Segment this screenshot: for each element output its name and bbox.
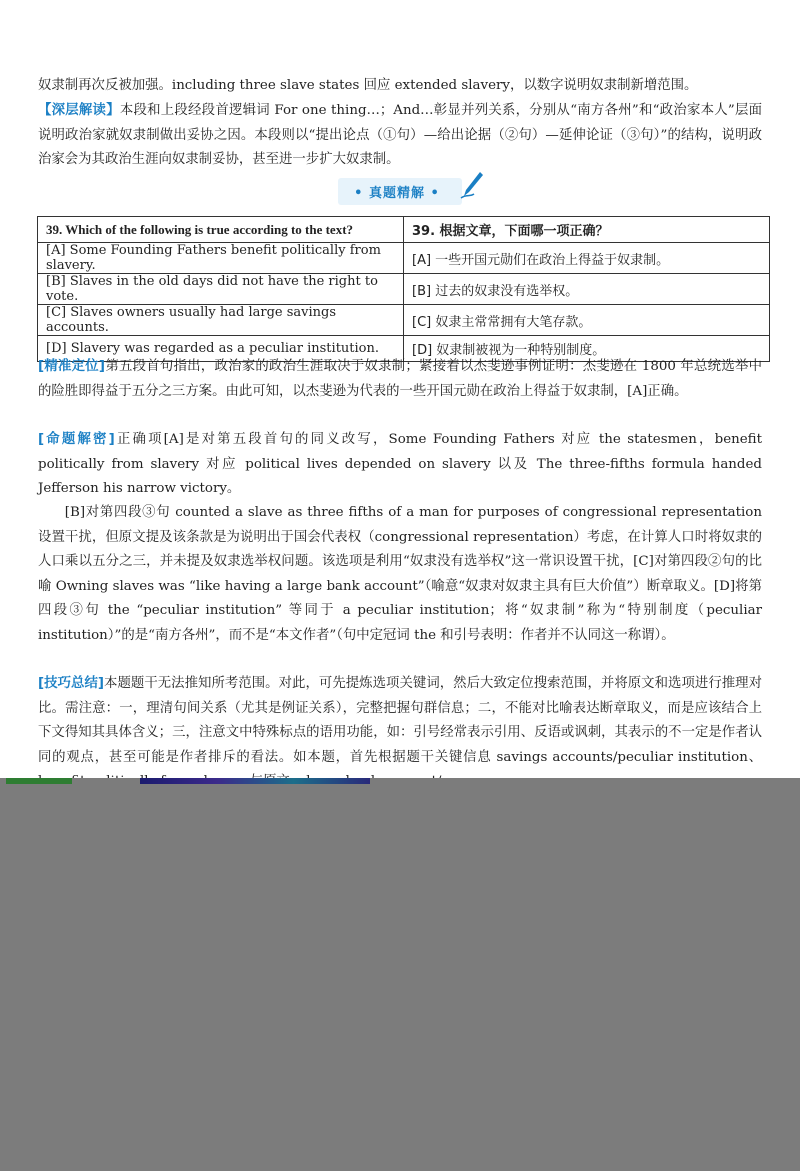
option-b-en: [B] Slaves in the old days did not have the right to vote. — [38, 274, 404, 305]
question-table — [37, 216, 770, 362]
table-header-cn: 39. 根据文章，下面哪一项正确？ — [404, 217, 770, 243]
paragraph-question-decoding — [38, 428, 762, 502]
section-title-text: • 真题精解 • — [354, 186, 440, 201]
pen-icon — [458, 170, 484, 200]
option-c-cn: [C] 奴隶主常常拥有大笔存款。 — [404, 305, 770, 336]
deep-analysis-text: 本段和上段经段首逻辑词 For one thing…；And…彰显并列关系，分别从“南方各州”和“政治家本人”层面说明政治家就奴隶制做出妥协之因。本段则以“提出论点（①句）—给出论据（②句）—延伸论证（③句）”的结构，说明政治家会为其政治生涯向奴隶制妥协，甚至进一步扩大奴隶制。 — [38, 103, 762, 167]
option-a-cn: [A] 一些开国元勋们在政治上得益于奴隶制。 — [404, 243, 770, 274]
paragraph-skill-summary — [38, 672, 762, 795]
table-header-row — [38, 217, 770, 243]
tag-skill-summary: [技巧总结] — [38, 676, 104, 691]
option-d-cn: [D] 奴隶制被视为一种特别制度。 — [404, 336, 770, 362]
skill-summary-text: 本题题干无法推知所考范围。对此，可先提炼选项关键词，然后大致定位搜索范围，并将原文和选项进行推理对比。需注意：一，理清句间关系（尤其是例证关系），完整把握句群信息；二，不能对比喻表达断章取义，而是应该结合上下文得知其具体含义；三，注意文中特殊标点的语用功能，如：引号经常表示引用、反语或讽刺，其表示的不一定是作者认同的观点，甚至可能是作者排斥的看法。如本题，首先根据题干关键信息 savings accounts/peculiar institution、 — [38, 676, 762, 765]
option-a-en: [A] Some Founding Fathers benefit politically from slavery. — [38, 243, 404, 274]
tag-deep-analysis: 【深层解读】 — [38, 103, 120, 118]
scan-noise-strip — [140, 778, 370, 784]
question-decoding-text: 正确项[A]是对第五段首句的同义改写，Some Founding Fathers 对应 the statesmen，benefit politically from slavery 对应 political lives depended on slavery 以及 The three-fifths formula handed Jefferson his narrow victory。 — [38, 432, 762, 496]
section-title-wrap — [0, 178, 800, 205]
scan-noise-strip — [6, 778, 72, 784]
option-b-cn: [B] 过去的奴隶没有选举权。 — [404, 274, 770, 305]
section-title — [338, 178, 462, 205]
table-row — [38, 274, 770, 305]
precise-location-text: 第五段首句指出，政治家的政治生涯取决于奴隶制；紧接着以杰斐逊事例证明：杰斐逊在 1800 年总统选举中的险胜即得益于五分之三方案。由此可知，以杰斐逊为代表的一些开国元勋在政治上得益于奴隶制，[A]正确。 — [38, 359, 762, 399]
paragraph-distractor-analysis: [B]对第四段③句 counted a slave as three fifths of a man for purposes of congressional representation 设置干扰，但原文提及该条款是为说明出于国会代表权（congressional representation）考虑，在计算人口时将奴隶的人口乘以五分之三，并未提及奴隶选举权问题。该选项是利用“奴隶没有选举权”这一常识设置干扰，[C]对第四段②句的比喻 Owning slaves was “like having a large bank account”（喻意“奴隶对奴隶主具有巨大价值”）断章取义。[D]将第四段③句 the “peculiar institution” 等同于 a peculiar institution；将“奴隶制”称为“特别制度（peculiar institution）”的是“南方各州”，而不是“本文作者”（句中定冠词 the 和引号表明：作者并不认同这一称谓）。 — [38, 505, 762, 643]
paragraph-precise-location — [38, 355, 762, 404]
table-row — [38, 305, 770, 336]
option-c-en: [C] Slaves owners usually had large savings accounts. — [38, 305, 404, 336]
paragraph-deep-analysis — [38, 99, 762, 173]
table-row — [38, 243, 770, 274]
tag-precise-location: [精准定位] — [38, 359, 106, 374]
option-d-en: [D] Slavery was regarded as a peculiar institution. — [38, 336, 404, 362]
table-header-en: 39. Which of the following is true according to the text? — [38, 217, 404, 243]
paragraph-intro: 奴隶制再次反被加强。including three slave states 回应 extended slavery，以数字说明奴隶制新增范围。 — [38, 78, 698, 93]
tag-question-decoding: [命题解密] — [38, 432, 115, 447]
scan-gray-band — [0, 778, 800, 1171]
